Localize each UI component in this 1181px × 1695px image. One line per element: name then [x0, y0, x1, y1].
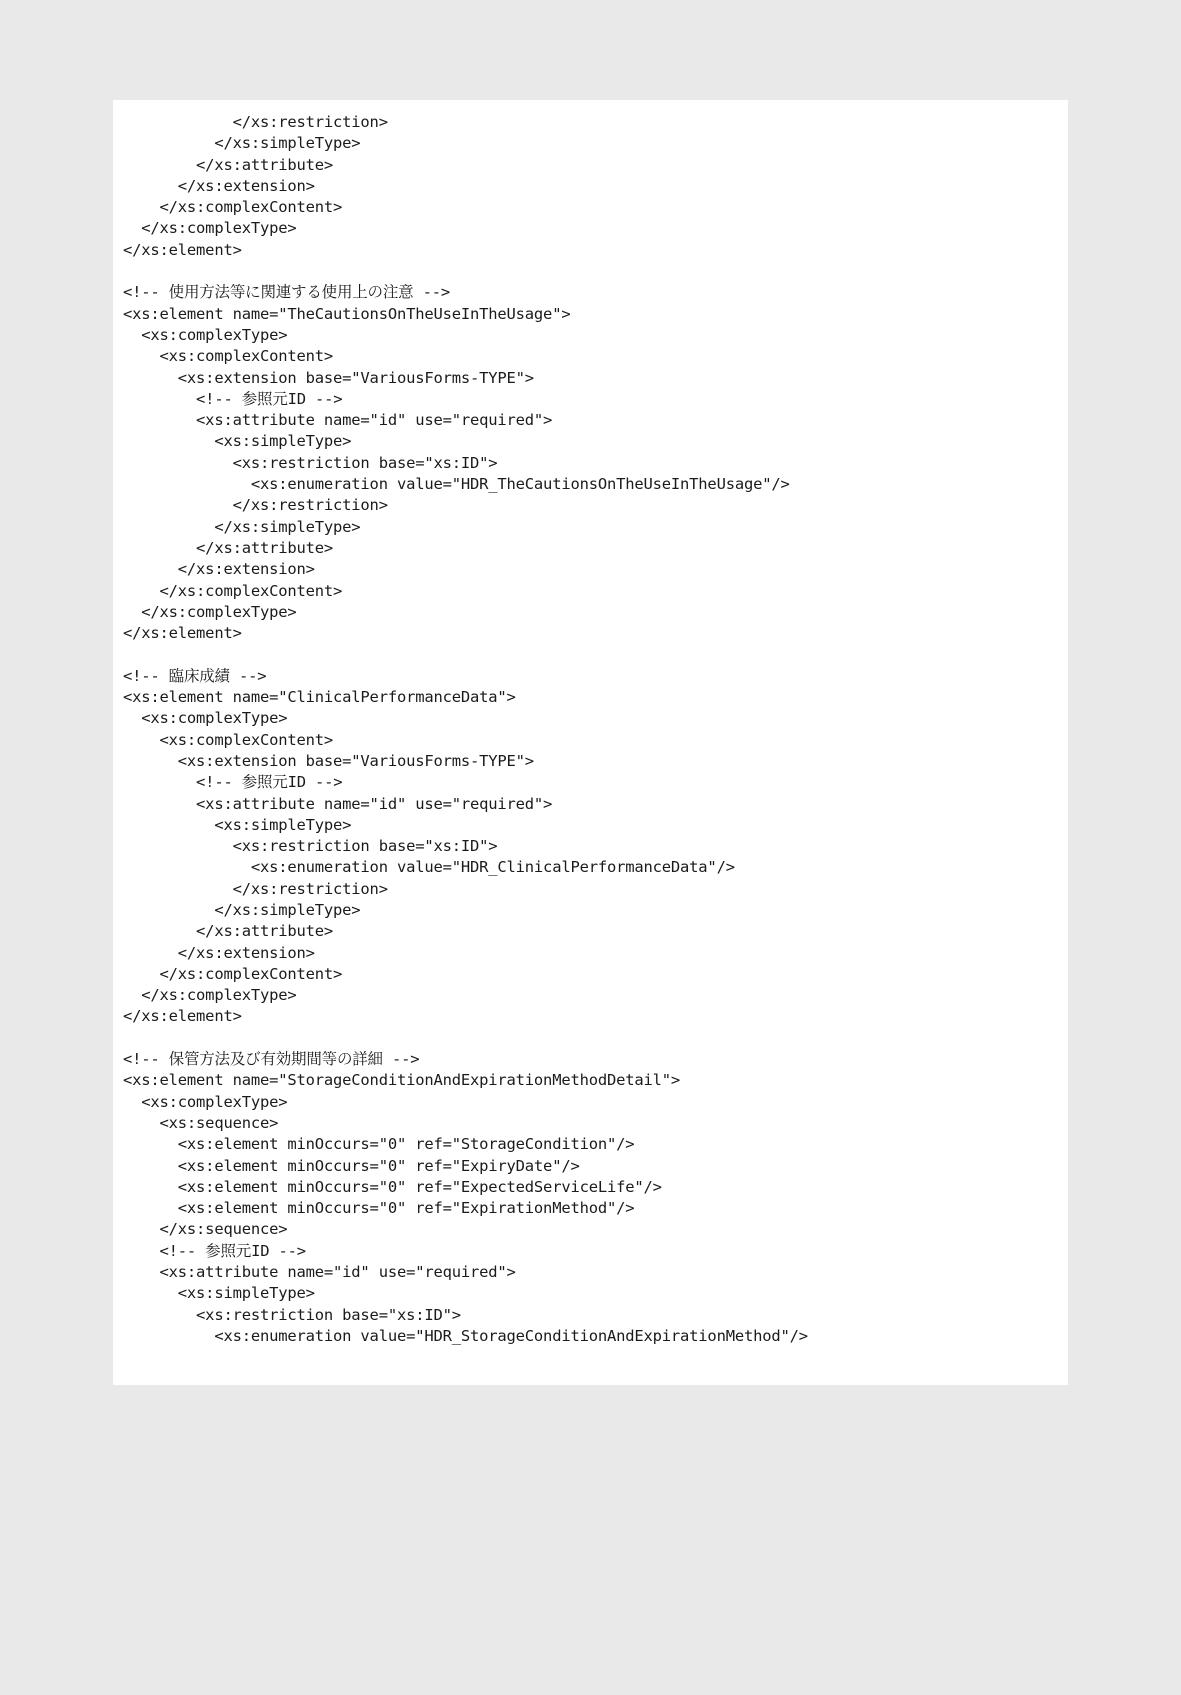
code-line: </xs:restriction>	[123, 113, 388, 131]
code-blank-line	[113, 644, 1068, 665]
code-line: <xs:attribute name="id" use="required">	[123, 1263, 516, 1282]
code-line: </xs:simpleType>	[123, 134, 361, 153]
code-line: <xs:complexContent>	[123, 347, 334, 366]
code-line: </xs:element>	[123, 624, 242, 643]
code-line: <!-- 臨床成績 -->	[123, 666, 267, 685]
code-line: </xs:attribute>	[123, 922, 334, 941]
code-line: <xs:simpleType>	[123, 1284, 315, 1303]
code-line: </xs:extension>	[123, 943, 315, 962]
code-line: <xs:attribute name="id" use="required">	[123, 794, 553, 813]
code-line: <xs:attribute name="id" use="required">	[123, 411, 553, 430]
code-line: <xs:complexType>	[123, 325, 288, 344]
code-blank-line	[113, 261, 1068, 282]
code-line: </xs:attribute>	[123, 155, 334, 174]
code-line: <xs:enumeration value="HDR_ClinicalPerformanceData"/>	[123, 858, 735, 877]
code-line: <xs:complexContent>	[123, 730, 334, 749]
code-line: </xs:complexContent>	[123, 581, 343, 600]
code-line: <!-- 保管方法及び有効期間等の詳細 -->	[123, 1050, 420, 1069]
code-line: <xs:element minOccurs="0" ref="ExpiryDate"/>	[123, 1156, 580, 1175]
code-line: </xs:extension>	[123, 560, 315, 579]
code-line: </xs:complexType>	[123, 986, 297, 1005]
code-line: </xs:element>	[123, 240, 242, 259]
code-listing	[113, 100, 1068, 1347]
code-line: <xs:element name="TheCautionsOnTheUseInTheUsage">	[123, 304, 571, 323]
code-line: </xs:restriction>	[123, 879, 388, 898]
code-line: </xs:attribute>	[123, 538, 334, 557]
code-line: <xs:simpleType>	[123, 815, 352, 834]
code-line: <xs:element minOccurs="0" ref="ExpirationMethod"/>	[123, 1199, 635, 1218]
code-line: <xs:restriction base="xs:ID">	[123, 837, 498, 856]
code-line: <xs:complexType>	[123, 1092, 288, 1111]
code-line: </xs:simpleType>	[123, 517, 361, 536]
code-line: <xs:element minOccurs="0" ref="StorageCondition"/>	[123, 1135, 635, 1154]
code-line: </xs:element>	[123, 1007, 242, 1026]
code-line: <!-- 参照元ID -->	[123, 389, 343, 408]
code-line: <xs:enumeration value="HDR_TheCautionsOnTheUseInTheUsage"/>	[123, 475, 790, 494]
code-line: </xs:complexType>	[123, 602, 297, 621]
code-line: </xs:extension>	[123, 176, 315, 195]
code-line: <!-- 参照元ID -->	[123, 773, 343, 792]
code-line: <!-- 参照元ID -->	[123, 1241, 306, 1260]
code-line: <!-- 使用方法等に関連する使用上の注意 -->	[123, 283, 450, 302]
code-line: <xs:element minOccurs="0" ref="ExpectedServiceLife"/>	[123, 1177, 662, 1196]
code-line: </xs:simpleType>	[123, 900, 361, 919]
code-line: </xs:complexContent>	[123, 198, 343, 217]
code-line: <xs:restriction base="xs:ID">	[123, 453, 498, 472]
code-line: <xs:sequence>	[123, 1113, 279, 1132]
document-page	[113, 100, 1068, 1385]
code-line: <xs:element name="StorageConditionAndExpirationMethodDetail">	[123, 1071, 681, 1090]
code-line: </xs:sequence>	[123, 1220, 288, 1239]
code-line: <xs:element name="ClinicalPerformanceData">	[123, 688, 516, 707]
code-line: <xs:restriction base="xs:ID">	[123, 1305, 461, 1324]
code-line: <xs:complexType>	[123, 709, 288, 728]
code-blank-line	[113, 1028, 1068, 1049]
code-line: <xs:extension base="VariousForms-TYPE">	[123, 368, 534, 387]
code-line: </xs:complexType>	[123, 219, 297, 238]
code-line: <xs:enumeration value="HDR_StorageConditionAndExpirationMethod"/>	[123, 1326, 808, 1345]
code-line: <xs:extension base="VariousForms-TYPE">	[123, 751, 534, 770]
code-line: </xs:complexContent>	[123, 964, 343, 983]
code-line: <xs:simpleType>	[123, 432, 352, 451]
code-line: </xs:restriction>	[123, 496, 388, 515]
